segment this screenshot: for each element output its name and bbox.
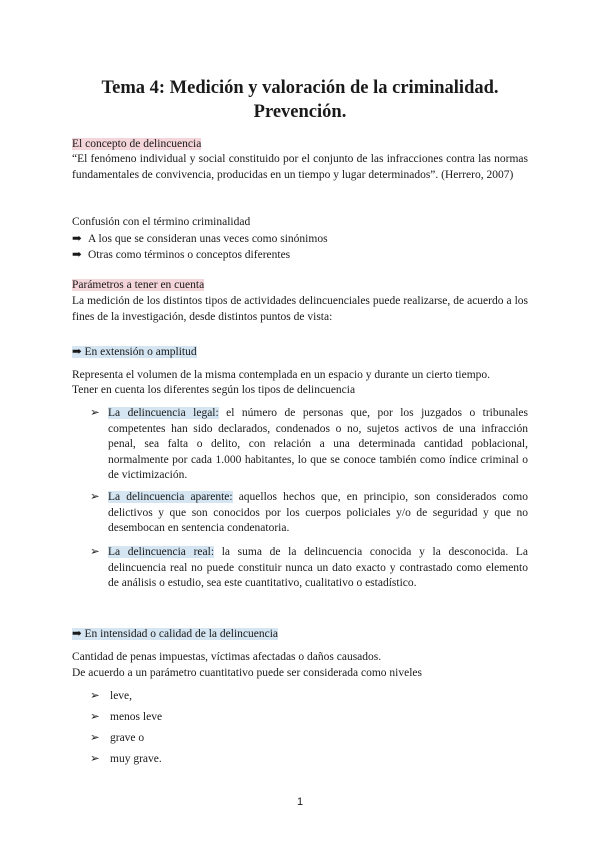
page-title (60, 76, 540, 124)
chevron-icon: ➢ (90, 491, 100, 503)
confusion-item: ➡ Otras como términos o conceptos diferentes (72, 249, 291, 261)
extension-heading-block (72, 344, 528, 360)
page-number: 1 (296, 796, 304, 808)
parametros-text: La medición de los distintos tipos de actividades delincuenciales puede realizarse, de acuerdo a los fines de la investigación, desde distintos puntos de vista: (72, 295, 528, 323)
chevron-icon: ➢ (90, 711, 100, 723)
concepto-heading: El concepto de delincuencia (72, 138, 202, 150)
confusion-item: ➡ A los que se consideran unas veces como sinónimos (72, 233, 328, 245)
extension-line-1: Representa el volumen de la misma contemplada en un espacio y durante un cierto tiempo. (72, 369, 491, 381)
extension-heading: ➡ En extensión o amplitud (72, 346, 197, 358)
parametros-heading-block (72, 277, 528, 293)
nivel-item: ➢ grave o (90, 732, 145, 744)
chevron-icon: ➢ (90, 732, 100, 744)
intensidad-heading-block (72, 626, 528, 642)
parametros-heading: Parámetros a tener en cuenta (72, 279, 205, 291)
confusion-heading: Confusión con el término criminalidad (72, 216, 251, 228)
arrow-icon: ➡ (72, 233, 82, 245)
extension-line-2: Tener en cuenta los diferentes según los tipos de delincuencia (72, 384, 356, 396)
delincuencia-item: ➢ La delincuencia aparente: aquellos hechos que, en principio, son considerados como delictivos y que son conocidos por los cuerpos policiales y/o de seguridad y que no desembocan en sentencia condenatoria. (90, 491, 528, 534)
chevron-icon: ➢ (90, 753, 100, 765)
delincuencia-item: ➢ La delincuencia real: la suma de la delincuencia conocida y la desconocida. La delincuencia real no puede constituir nunca un dato exacto y contrastado como elemento de análisis o estudio, sea este cuantitativo, cualitativo o estadístico. (90, 546, 528, 589)
concepto-heading-block (72, 136, 528, 152)
delincuencia-term: La delincuencia aparente: (108, 491, 233, 503)
concepto-quote: “El fenómeno individual y social constituido por el conjunto de las infracciones contra las normas fundamentales de convivencia, producidas en un tiempo y lugar determinados”. (Herrero, 2007) (72, 153, 528, 181)
arrow-icon: ➡ (72, 249, 82, 261)
chevron-icon: ➢ (90, 407, 100, 419)
delincuencia-term: La delincuencia real: (108, 546, 215, 558)
nivel-item: ➢ leve, (90, 690, 133, 702)
chevron-icon: ➢ (90, 546, 100, 558)
delincuencia-item: ➢ La delincuencia legal: el número de personas que, por los juzgados o tribunales competentes han sido declarados, condenados o no, sujetos activos de una infracción penal, sea falta o delito, con relación a una determinada cantidad poblacional, normalmente por cada 1.000 habitantes, lo que se conoce también como índice criminal o de victimización. (90, 407, 529, 481)
intensidad-heading: ➡ En intensidad o calidad de la delincuencia (72, 628, 279, 640)
chevron-icon: ➢ (90, 690, 100, 702)
intensidad-line-2: De acuerdo a un parámetro cuantitativo puede ser considerada como niveles (72, 667, 422, 679)
nivel-item: ➢ muy grave. (90, 753, 162, 765)
nivel-item: ➢ menos leve (90, 711, 163, 723)
arrow-icon: ➡ (72, 346, 82, 358)
arrow-icon: ➡ (72, 628, 82, 640)
title-line-2: Prevención. (253, 102, 347, 122)
intensidad-line-1: Cantidad de penas impuestas, víctimas afectadas o daños causados. (72, 651, 382, 663)
title-line-1: Tema 4: Medición y valoración de la criminalidad. (101, 78, 499, 98)
delincuencia-term: La delincuencia legal: (108, 407, 219, 419)
